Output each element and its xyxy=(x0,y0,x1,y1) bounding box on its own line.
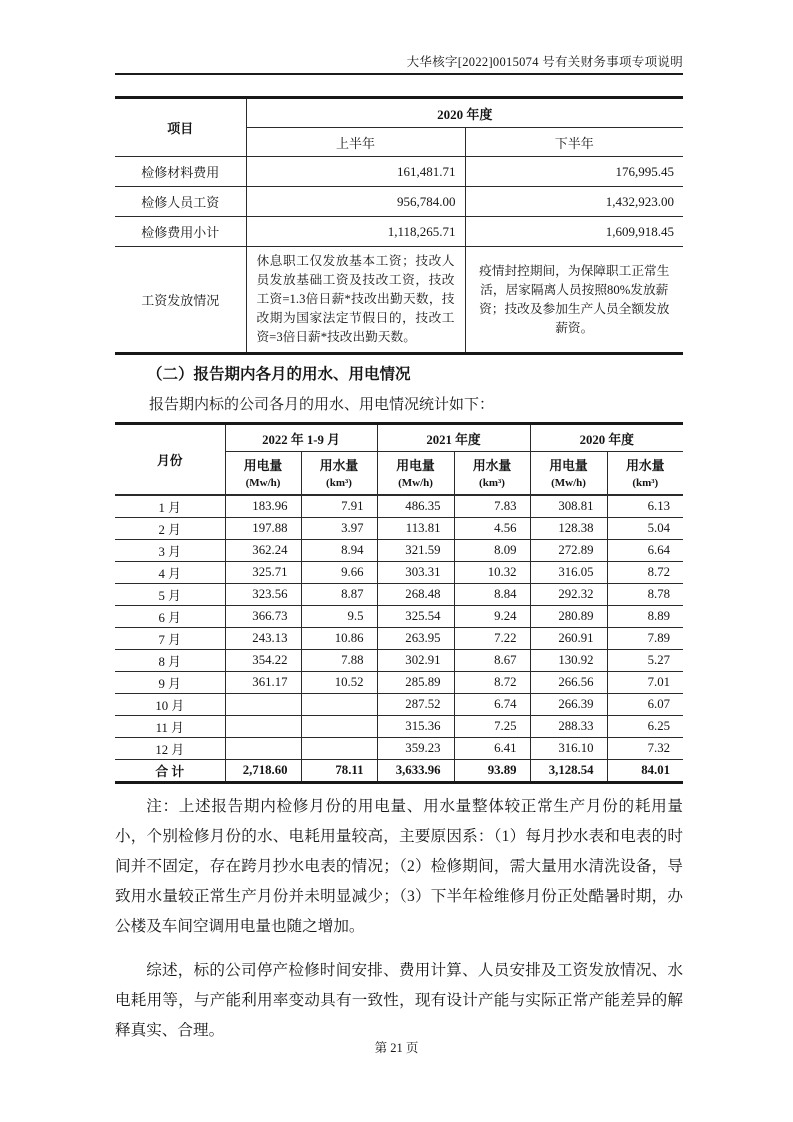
table-row xyxy=(115,247,683,354)
value-cell: 4.56 xyxy=(454,518,530,540)
row-label: 工资发放情况 xyxy=(115,247,246,354)
value-cell: 6.13 xyxy=(607,495,683,518)
row-label: 检修人员工资 xyxy=(115,187,246,217)
value-cell xyxy=(225,716,301,738)
value-cell: 1,432,923.00 xyxy=(465,187,683,217)
value-cell: 7.89 xyxy=(607,628,683,650)
table-row xyxy=(115,628,683,650)
month-cell: 1 月 xyxy=(115,495,225,518)
t2-group-2021: 2021 年度 xyxy=(377,424,530,452)
value-cell: 3.97 xyxy=(301,518,377,540)
value-cell: 7.88 xyxy=(301,650,377,672)
water-label: 用水量 xyxy=(472,459,512,473)
value-cell: 302.91 xyxy=(377,650,454,672)
value-cell: 7.91 xyxy=(301,495,377,518)
value-cell: 197.88 xyxy=(225,518,301,540)
value-cell: 362.24 xyxy=(225,540,301,562)
water-label: 用水量 xyxy=(626,459,665,473)
section-intro: 报告期内标的公司各月的用水、用电情况统计如下： xyxy=(149,397,495,413)
month-cell: 10 月 xyxy=(115,694,225,716)
value-cell: 161,481.71 xyxy=(246,157,465,187)
value-cell: 243.13 xyxy=(225,628,301,650)
maintenance-cost-table xyxy=(115,96,683,355)
value-cell: 1,609,918.45 xyxy=(465,217,683,247)
value-cell: 316.05 xyxy=(530,562,607,584)
value-cell: 8.72 xyxy=(607,562,683,584)
value-cell: 78.11 xyxy=(301,760,377,783)
value-cell: 176,995.45 xyxy=(465,157,683,187)
value-cell: 316.10 xyxy=(530,738,607,760)
value-cell: 361.17 xyxy=(225,672,301,694)
month-cell: 12 月 xyxy=(115,738,225,760)
t1-header-year: 2020 年度 xyxy=(246,98,683,128)
value-cell: 288.33 xyxy=(530,716,607,738)
month-cell: 7 月 xyxy=(115,628,225,650)
table-row xyxy=(115,217,683,247)
value-cell: 7.22 xyxy=(454,628,530,650)
value-cell: 325.71 xyxy=(225,562,301,584)
wage-policy-second-half: 疫情封控期间，为保障职工正常生活，居家隔离人员按照80%发放薪资；技改及参加生产人员全额发放薪资。 xyxy=(465,247,683,354)
month-cell: 3 月 xyxy=(115,540,225,562)
value-cell: 113.81 xyxy=(377,518,454,540)
value-cell: 6.64 xyxy=(607,540,683,562)
value-cell: 8.87 xyxy=(301,584,377,606)
value-cell: 315.36 xyxy=(377,716,454,738)
power-unit: (Mw/h) xyxy=(398,477,433,489)
table-row xyxy=(115,518,683,540)
value-cell: 8.78 xyxy=(607,584,683,606)
value-cell: 130.92 xyxy=(530,650,607,672)
header-rule xyxy=(115,73,683,75)
table-row xyxy=(115,650,683,672)
value-cell xyxy=(225,694,301,716)
value-cell: 5.27 xyxy=(607,650,683,672)
value-cell: 486.35 xyxy=(377,495,454,518)
value-cell: 321.59 xyxy=(377,540,454,562)
value-cell: 354.22 xyxy=(225,650,301,672)
month-cell: 9 月 xyxy=(115,672,225,694)
table-row xyxy=(115,187,683,217)
month-cell: 5 月 xyxy=(115,584,225,606)
month-cell: 合 计 xyxy=(115,760,225,783)
value-cell: 8.67 xyxy=(454,650,530,672)
value-cell: 183.96 xyxy=(225,495,301,518)
value-cell: 10.32 xyxy=(454,562,530,584)
value-cell: 9.24 xyxy=(454,606,530,628)
value-cell: 268.48 xyxy=(377,584,454,606)
t2-power-header xyxy=(530,452,607,496)
value-cell: 6.25 xyxy=(607,716,683,738)
power-unit: (Mw/h) xyxy=(551,477,586,489)
t2-water-header xyxy=(607,452,683,496)
table-row xyxy=(115,562,683,584)
value-cell: 8.94 xyxy=(301,540,377,562)
table-row xyxy=(115,540,683,562)
value-cell: 1,118,265.71 xyxy=(246,217,465,247)
value-cell: 325.54 xyxy=(377,606,454,628)
summary-paragraph: 综述，标的公司停产检修时间安排、费用计算、人员安排及工资发放情况、水电耗用等，与产能利用率变动具有一致性，现有设计产能与实际正常产能差异的解释真实、合理。 xyxy=(115,962,683,1039)
value-cell: 93.89 xyxy=(454,760,530,783)
value-cell: 128.38 xyxy=(530,518,607,540)
month-cell: 2 月 xyxy=(115,518,225,540)
row-label: 检修费用小计 xyxy=(115,217,246,247)
value-cell xyxy=(301,738,377,760)
power-unit: (Mw/h) xyxy=(245,477,281,489)
value-cell: 280.89 xyxy=(530,606,607,628)
value-cell: 9.66 xyxy=(301,562,377,584)
document-header-title: 大华核字[2022]0015074 号有关财务事项专项说明 xyxy=(406,55,683,69)
value-cell: 6.74 xyxy=(454,694,530,716)
value-cell: 359.23 xyxy=(377,738,454,760)
table-row xyxy=(115,584,683,606)
value-cell: 7.01 xyxy=(607,672,683,694)
table-row xyxy=(115,716,683,738)
value-cell: 7.32 xyxy=(607,738,683,760)
value-cell: 84.01 xyxy=(607,760,683,783)
value-cell: 956,784.00 xyxy=(246,187,465,217)
value-cell: 2,718.60 xyxy=(225,760,301,783)
t2-header-month: 月份 xyxy=(115,424,225,496)
value-cell xyxy=(225,738,301,760)
t1-header-first-half: 上半年 xyxy=(246,128,465,157)
table-group-header-row xyxy=(115,424,683,452)
value-cell: 10.52 xyxy=(301,672,377,694)
value-cell: 285.89 xyxy=(377,672,454,694)
value-cell: 266.56 xyxy=(530,672,607,694)
value-cell: 7.83 xyxy=(454,495,530,518)
t2-group-2022: 2022 年 1-9 月 xyxy=(225,424,377,452)
value-cell: 3,128.54 xyxy=(530,760,607,783)
value-cell: 7.25 xyxy=(454,716,530,738)
value-cell: 9.5 xyxy=(301,606,377,628)
value-cell: 10.86 xyxy=(301,628,377,650)
water-unit: (km³) xyxy=(632,477,659,489)
value-cell: 6.07 xyxy=(607,694,683,716)
value-cell: 323.56 xyxy=(225,584,301,606)
t2-group-2020: 2020 年度 xyxy=(530,424,683,452)
value-cell: 308.81 xyxy=(530,495,607,518)
table-row xyxy=(115,606,683,628)
value-cell: 266.39 xyxy=(530,694,607,716)
t1-header-second-half: 下半年 xyxy=(465,128,683,157)
value-cell: 287.52 xyxy=(377,694,454,716)
water-unit: (km³) xyxy=(479,477,505,489)
value-cell: 260.91 xyxy=(530,628,607,650)
wage-policy-first-half: 休息职工仅发放基本工资；技改人员发放基础工资及技改工资，技改工资=1.3倍日薪*技改出勤天数，技改期为国家法定节假日的，技改工资=3倍日薪*技改出勤天数。 xyxy=(246,247,465,354)
table-row xyxy=(115,760,683,783)
table-row xyxy=(115,738,683,760)
month-cell: 11 月 xyxy=(115,716,225,738)
table-row xyxy=(115,157,683,187)
table-row xyxy=(115,495,683,518)
value-cell: 3,633.96 xyxy=(377,760,454,783)
value-cell: 292.32 xyxy=(530,584,607,606)
note-paragraph: 注：上述报告期内检修月份的用电量、用水量整体较正常生产月份的耗用量小，个别检修月份的水、电耗用量较高，主要原因系：（1）每月抄水表和电表的时间并不固定，存在跨月抄水电表的情况；（2）检修期间，需大量用水清洗设备，导致用水量较正常生产月份并未明显减少；（3）下半年检维修月份正处酷暑时期，办公楼及车间空调用电量也随之增加。 xyxy=(115,798,683,935)
page-number: 第 21 页 xyxy=(374,1041,419,1055)
value-cell: 8.84 xyxy=(454,584,530,606)
month-cell: 6 月 xyxy=(115,606,225,628)
power-label: 用电量 xyxy=(243,459,283,473)
value-cell: 5.04 xyxy=(607,518,683,540)
t2-power-header xyxy=(225,452,301,496)
value-cell: 263.95 xyxy=(377,628,454,650)
water-unit: (km³) xyxy=(326,477,352,489)
section-heading: （二）报告期内各月的用水、用电情况 xyxy=(147,366,411,383)
value-cell: 8.72 xyxy=(454,672,530,694)
value-cell: 366.73 xyxy=(225,606,301,628)
table-row xyxy=(115,672,683,694)
value-cell xyxy=(301,716,377,738)
month-cell: 4 月 xyxy=(115,562,225,584)
value-cell: 272.89 xyxy=(530,540,607,562)
value-cell: 6.41 xyxy=(454,738,530,760)
value-cell: 303.31 xyxy=(377,562,454,584)
value-cell xyxy=(301,694,377,716)
t2-water-header xyxy=(301,452,377,496)
water-label: 用水量 xyxy=(319,459,359,473)
power-label: 用电量 xyxy=(549,459,588,473)
t2-power-header xyxy=(377,452,454,496)
row-label: 检修材料费用 xyxy=(115,157,246,187)
table-header-row xyxy=(115,98,683,128)
t2-water-header xyxy=(454,452,530,496)
power-label: 用电量 xyxy=(396,459,435,473)
t1-header-item: 项目 xyxy=(115,98,246,157)
table-row xyxy=(115,694,683,716)
value-cell: 8.09 xyxy=(454,540,530,562)
value-cell: 8.89 xyxy=(607,606,683,628)
month-cell: 8 月 xyxy=(115,650,225,672)
utility-usage-table xyxy=(115,422,683,784)
